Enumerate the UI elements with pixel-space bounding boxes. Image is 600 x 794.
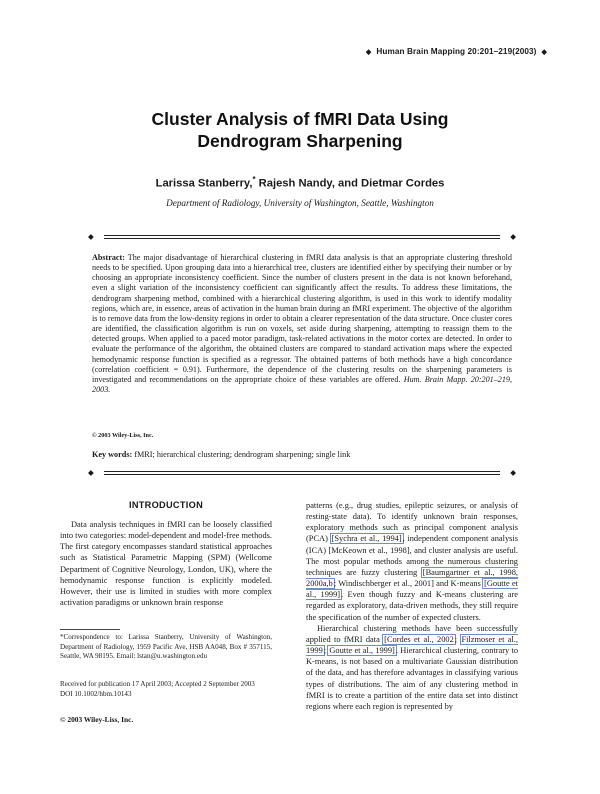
affiliation: Department of Radiology, University of Washington, Seattle, Washington bbox=[166, 198, 434, 208]
text-run: ; bbox=[454, 634, 461, 644]
publisher-copyright: © 2003 Wiley-Liss, Inc. bbox=[60, 715, 134, 724]
footnote-rule bbox=[60, 629, 120, 630]
top-rule bbox=[88, 234, 516, 242]
abstract-label: Abstract: bbox=[92, 253, 125, 262]
correspondence-mark: * bbox=[252, 175, 256, 184]
author-rest: Rajesh Nandy, and Dietmar Cordes bbox=[255, 177, 445, 190]
abstract-copyright: © 2003 Wiley-Liss, Inc. bbox=[92, 432, 154, 439]
text-run: patterns (e.g., drug studies, epileptic seizures, or analysis of resting-state data). To identify unknown brain responses, exploratory methods such as principal component analysis (PCA) bbox=[306, 501, 518, 544]
citation-link[interactable]: [Sychra et al., 1994] bbox=[331, 534, 402, 544]
author-first: Larissa Stanberry, bbox=[155, 177, 253, 190]
intro-paragraph: Data analysis techniques in fMRI can be loosely classified into two categories: model-dependent and model-free methods. The first category encompasses standard statistical approaches such as Statistical Parametric Mapping (SPM) (Wellcome Department of Cognitive Neurology, London, UK), where the hemodynamic response function is explicitly modeled. However, their use is limited in studies with more complex activation paradigms or unknown brain response bbox=[60, 520, 272, 608]
keywords-label: Key words: bbox=[92, 450, 133, 459]
diamond-icon: ◆ bbox=[541, 48, 547, 56]
text-run: , independent component analysis (ICA) [McKeown et al., 1998], and cluster analysis are useful. The most popular methods among the numerous clustering techniques are fuzzy clustering bbox=[306, 534, 518, 577]
left-column bbox=[60, 519, 272, 608]
rule-line bbox=[104, 235, 500, 236]
text-run: . Even though fuzzy and K-means clustering are regarded as exploratory, data-driven methods, they still require the specification of the number of expected clusters. bbox=[306, 590, 518, 622]
footnote-doi: DOI 10.1002/hbm.10143 bbox=[60, 689, 132, 698]
citation-link[interactable]: [Baumgartner et al., 1998, 2000a,b bbox=[306, 567, 518, 589]
rule-line bbox=[104, 238, 500, 239]
abstract bbox=[92, 253, 512, 395]
keywords bbox=[92, 450, 350, 459]
diamond-icon: ◆ bbox=[510, 232, 516, 241]
diamond-icon: ◆ bbox=[88, 232, 94, 241]
text-run: ; Windischberger et al., 2001] and K-means bbox=[333, 579, 484, 589]
diamond-icon: ◆ bbox=[365, 48, 372, 56]
footnote-received: Received for publication 17 April 2003; Accepted 2 September 2003 bbox=[60, 680, 255, 688]
title-line: Cluster Analysis of fMRI Data Using bbox=[151, 109, 449, 129]
running-head bbox=[361, 47, 552, 56]
text-run: Hierarchical clustering methods have been successfully applied to fMRI data bbox=[306, 623, 518, 644]
abstract-text: The major disadvantage of hierarchical clustering in fMRI data analysis is that an appropriate clustering threshold needs to be specified. Upon grouping data into a hierarchical tree, clusters are identified either by specifying their number or by choosing an appropriate inconsistency coefficient. Since the number of clusters present in the data is not known beforehand, even a slight variation of the inconsistency coefficient can significantly affect the results. To address these limitations, the dendrogram sharpening method, combined with a hierarchical clustering algorithm, is used in this work to identify modality regions, which are, in essence, areas of activation in the human brain during an fMRI experiment. The objective of the algorithm is to remove data from the low-density regions in order to obtain a clearer representation of the data structure. Once cluster cores are identified, the classification algorithm is run on voxels, set aside during sharpening, attempting to reassign them to the detected groups. When applied to a paced motor paradigm, task-related activations in the motor cortex are detected. In order to evaluate the performance of the algorithm, the obtained clusters are compared to standard activation maps where the expected hemodynamic response function is specified as a regressor. The obtained patterns of both methods have a high concordance (correlation coefficient = 0.91). Furthermore, the dependence of the clustering results on the sharpening parameters is investigated and recommendations on the appropriate choice of these variables are offered. bbox=[92, 253, 512, 384]
bottom-rule bbox=[88, 470, 516, 478]
paper-title bbox=[0, 108, 600, 152]
footnote-dates bbox=[60, 680, 272, 699]
citation-link[interactable]: [Goutte et al., 1999] bbox=[306, 579, 518, 600]
text-run: . Hierarchical clustering, contrary to K-means, is not based on a multivariate Gaussian distribution of the data, and has therefore advantages in classifying various types of distributions. The aim of any clustering method in fMRI is to create a partition of the entire data set into distinct regions where each region is represented by bbox=[306, 646, 519, 711]
author-list bbox=[0, 175, 600, 190]
citation-link[interactable]: Goutte et al., 1999] bbox=[329, 646, 395, 656]
intro-paragraph bbox=[306, 623, 518, 712]
journal-reference: Human Brain Mapping 20:201–219(2003) bbox=[376, 47, 537, 56]
rule-line bbox=[104, 471, 500, 472]
text-run: ; bbox=[323, 646, 329, 656]
diamond-icon: ◆ bbox=[88, 468, 94, 477]
title-line: Dendrogram Sharpening bbox=[197, 131, 403, 151]
footnote-correspondence: *Correspondence to: Larissa Stanberry, University of Washington, Department of Radiology, 1959 Pacific Ave, HSB AA048, Box # 357115, Seattle, WA 98195. Email: lstan@u.washington.edu bbox=[60, 633, 272, 660]
diamond-icon: ◆ bbox=[510, 468, 516, 477]
abstract-citation: Hum. Brain Mapp. 20:201–219, 2003. bbox=[92, 374, 513, 395]
citation-link[interactable]: [Cordes et al., 2002 bbox=[384, 634, 454, 644]
keywords-text: fMRI; hierarchical clustering; dendrogram sharpening; single link bbox=[134, 450, 351, 459]
rule-line bbox=[104, 474, 500, 475]
footnote bbox=[60, 633, 272, 662]
section-heading-introduction: INTRODUCTION bbox=[128, 500, 204, 510]
intro-paragraph bbox=[306, 500, 518, 623]
right-column bbox=[306, 500, 518, 712]
citation-link[interactable]: Filzmoser et al., 1999 bbox=[306, 634, 518, 656]
